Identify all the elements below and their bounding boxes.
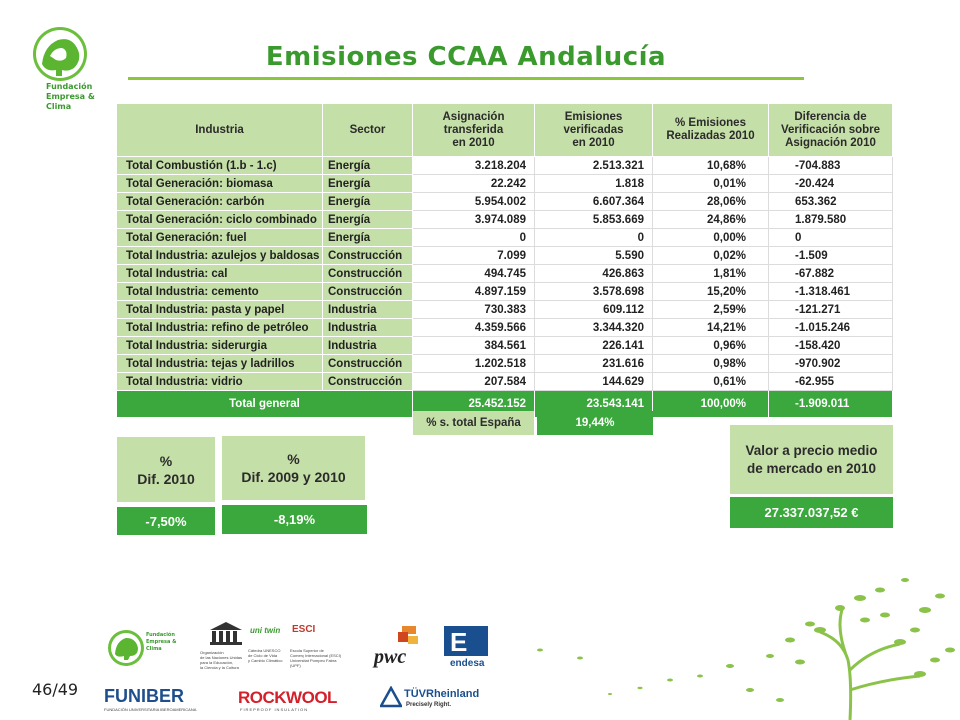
header-asignacion	[413, 104, 535, 157]
spain-share-value: 19,44%	[537, 411, 653, 435]
table-row	[117, 337, 893, 355]
cell-asignacion: 22.242	[413, 175, 535, 193]
logo-line-1: Fundación	[46, 82, 93, 91]
header-porcentaje-line2: Realizadas 2010	[666, 130, 755, 142]
cell-industria: Total Generación: fuel	[117, 229, 323, 247]
cell-sector: Energía	[323, 157, 413, 175]
page-title: Emisiones CCAA Andalucía	[265, 42, 667, 72]
total-diferencia: -1.909.011	[769, 391, 893, 418]
unitwin-caption-line3: y Cambio Climático	[248, 658, 283, 663]
cell-porcentaje: 0,61%	[653, 373, 769, 391]
cell-asignacion: 207.584	[413, 373, 535, 391]
market-value-line2: de mercado en 2010	[746, 460, 877, 476]
cell-diferencia: 0	[769, 229, 893, 247]
cell-sector: Industria	[323, 301, 413, 319]
cell-industria: Total Industria: refino de petróleo	[117, 319, 323, 337]
cell-industria: Total Industria: pasta y papel	[117, 301, 323, 319]
cell-porcentaje: 1,81%	[653, 265, 769, 283]
cell-asignacion: 4.897.159	[413, 283, 535, 301]
logo-line-2: Empresa &	[46, 92, 95, 101]
table-header-row	[117, 104, 893, 157]
dif-2010-value: -7,50%	[117, 507, 215, 535]
header-porcentaje-line1: % Emisiones	[675, 117, 746, 129]
unesco-caption	[200, 650, 252, 670]
cell-asignacion: 7.099	[413, 247, 535, 265]
header-emisiones-line2: verificadas	[563, 123, 624, 136]
table-row	[117, 319, 893, 337]
unitwin-caption-line2: de Ciclo de Vida	[248, 653, 278, 658]
pwc-blocks-icon	[396, 626, 420, 648]
cell-industria: Total Industria: tejas y ladrillos	[117, 355, 323, 373]
total-porcentaje: 100,00%	[653, 391, 769, 418]
cell-asignacion: 4.359.566	[413, 319, 535, 337]
header-asignacion-line2: transferida	[443, 123, 504, 136]
cell-diferencia: -1.318.461	[769, 283, 893, 301]
esci-caption	[290, 648, 346, 668]
endesa-logo-icon	[444, 626, 488, 660]
table-row	[117, 247, 893, 265]
tree-logo-icon	[106, 628, 146, 668]
cell-diferencia: -20.424	[769, 175, 893, 193]
table-row	[117, 373, 893, 391]
cell-sector: Construcción	[323, 355, 413, 373]
unitwin-caption-line1: Cátedra UNESCO	[248, 648, 281, 653]
cell-emisiones: 6.607.364	[535, 193, 653, 211]
cell-sector: Energía	[323, 193, 413, 211]
cell-industria: Total Generación: carbón	[117, 193, 323, 211]
tuv-triangle-icon	[380, 686, 402, 708]
table-row	[117, 229, 893, 247]
cell-sector: Construcción	[323, 283, 413, 301]
header-sector: Sector	[323, 104, 413, 157]
header-diferencia-line3: Asignación 2010	[785, 136, 876, 149]
esci-caption-line3: Universitat Pompeu Fabra (UPF)	[290, 658, 337, 668]
cell-emisiones: 3.344.320	[535, 319, 653, 337]
header-diferencia-line1: Diferencia de	[794, 110, 867, 123]
header-porcentaje	[653, 104, 769, 157]
fundacion-small-line1: Fundación	[146, 632, 175, 638]
dif-2010-header	[117, 437, 215, 502]
cell-industria: Total Industria: vidrio	[117, 373, 323, 391]
fundacion-small-line2: Empresa &	[146, 639, 177, 645]
unesco-caption-line3: para la Educación,	[200, 660, 234, 665]
decorative-tree-icon	[520, 570, 960, 720]
header-asignacion-line3: en 2010	[452, 136, 495, 149]
cell-asignacion: 384.561	[413, 337, 535, 355]
dif-2009-2010-line1: %	[287, 451, 300, 467]
sponsor-logos	[100, 618, 520, 718]
unesco-caption-line1: Organización	[200, 650, 224, 655]
endesa-label: endesa	[450, 658, 485, 669]
cell-industria: Total Generación: biomasa	[117, 175, 323, 193]
cell-industria: Total Industria: siderurgia	[117, 337, 323, 355]
total-emisiones: 23.543.141	[535, 391, 653, 418]
cell-emisiones: 609.112	[535, 301, 653, 319]
title-underline	[128, 77, 804, 80]
cell-sector: Construcción	[323, 265, 413, 283]
cell-sector: Construcción	[323, 247, 413, 265]
cell-sector: Energía	[323, 175, 413, 193]
cell-asignacion: 0	[413, 229, 535, 247]
cell-emisiones: 5.853.669	[535, 211, 653, 229]
unesco-temple-icon	[206, 620, 246, 646]
header-emisiones-line3: en 2010	[572, 136, 615, 149]
tuv-caption: Precisely Right.	[406, 702, 452, 708]
cell-porcentaje: 15,20%	[653, 283, 769, 301]
cell-porcentaje: 14,21%	[653, 319, 769, 337]
esci-caption-line2: Comerç Internacional (ESCI)	[290, 653, 342, 658]
cell-porcentaje: 28,06%	[653, 193, 769, 211]
fundacion-small-text	[146, 632, 177, 653]
cell-industria: Total Industria: cal	[117, 265, 323, 283]
market-value-line1: Valor a precio medio	[745, 442, 878, 458]
cell-emisiones: 231.616	[535, 355, 653, 373]
rockwool-logo: ROCKWOOL	[238, 688, 337, 707]
cell-diferencia: -158.420	[769, 337, 893, 355]
header-diferencia-line2: Verificación sobre	[780, 123, 881, 136]
dif-2009-2010-line2: Dif. 2009 y 2010	[241, 469, 346, 485]
table-row	[117, 301, 893, 319]
dif-2009-2010-value: -8,19%	[222, 505, 367, 534]
table-row	[117, 211, 893, 229]
cell-asignacion: 730.383	[413, 301, 535, 319]
cell-asignacion: 5.954.002	[413, 193, 535, 211]
cell-sector: Energía	[323, 211, 413, 229]
unitwin-caption	[248, 648, 290, 663]
cell-porcentaje: 24,86%	[653, 211, 769, 229]
dif-2009-2010-header	[222, 436, 365, 500]
market-value-header	[730, 425, 893, 494]
cell-diferencia: 1.879.580	[769, 211, 893, 229]
table-row	[117, 157, 893, 175]
cell-porcentaje: 0,98%	[653, 355, 769, 373]
unesco-caption-line4: la Ciencia y la Cultura	[200, 665, 239, 670]
tuv-logo: TÜVRheinland	[404, 688, 480, 700]
logo-line-3: Clima	[46, 102, 72, 111]
cell-diferencia: -67.882	[769, 265, 893, 283]
cell-emisiones: 2.513.321	[535, 157, 653, 175]
cell-industria: Total Generación: ciclo combinado	[117, 211, 323, 229]
pwc-logo: pwc	[374, 646, 407, 668]
total-asignacion: 25.452.152	[413, 391, 535, 418]
cell-emisiones: 226.141	[535, 337, 653, 355]
header-emisiones-line1: Emisiones	[564, 110, 623, 123]
dif-2010-line1: %	[159, 452, 173, 469]
table-row	[117, 283, 893, 301]
cell-emisiones: 3.578.698	[535, 283, 653, 301]
cell-sector: Construcción	[323, 373, 413, 391]
header-diferencia	[769, 104, 893, 157]
rockwool-caption: FIREPROOF INSULATION	[240, 707, 309, 712]
cell-industria: Total Industria: azulejos y baldosas	[117, 247, 323, 265]
funiber-logo: FUNIBER	[104, 686, 184, 706]
unesco-caption-line2: de las Naciones Unidas	[200, 655, 243, 660]
cell-emisiones: 1.818	[535, 175, 653, 193]
page-number: 46/49	[32, 680, 79, 699]
table-row	[117, 193, 893, 211]
cell-diferencia: -970.902	[769, 355, 893, 373]
header-emisiones	[535, 104, 653, 157]
esci-caption-line1: Escola Superior de	[290, 648, 324, 653]
header-asignacion-line1: Asignación	[442, 110, 505, 123]
cell-emisiones: 426.863	[535, 265, 653, 283]
cell-porcentaje: 0,96%	[653, 337, 769, 355]
cell-sector: Energía	[323, 229, 413, 247]
cell-porcentaje: 10,68%	[653, 157, 769, 175]
cell-diferencia: 653.362	[769, 193, 893, 211]
esci-logo: ESCI	[292, 624, 316, 635]
cell-porcentaje: 2,59%	[653, 301, 769, 319]
cell-porcentaje: 0,01%	[653, 175, 769, 193]
spain-share-label: % s. total España	[413, 411, 534, 435]
dif-2010-line2: Dif. 2010	[137, 470, 195, 487]
table-row	[117, 175, 893, 193]
cell-industria: Total Industria: cemento	[117, 283, 323, 301]
fundacion-small-logo	[106, 628, 146, 668]
cell-diferencia: -1.509	[769, 247, 893, 265]
cell-diferencia: -1.015.246	[769, 319, 893, 337]
cell-porcentaje: 0,00%	[653, 229, 769, 247]
cell-emisiones: 5.590	[535, 247, 653, 265]
cell-emisiones: 144.629	[535, 373, 653, 391]
cell-asignacion: 3.218.204	[413, 157, 535, 175]
header-industria: Industria	[117, 104, 323, 157]
cell-emisiones: 0	[535, 229, 653, 247]
table-row	[117, 355, 893, 373]
cell-diferencia: -121.271	[769, 301, 893, 319]
cell-diferencia: -704.883	[769, 157, 893, 175]
total-label: Total general	[117, 391, 413, 418]
market-value-value: 27.337.037,52 €	[730, 497, 893, 528]
table-row	[117, 265, 893, 283]
svg-text:E: E	[450, 627, 468, 657]
cell-sector: Industria	[323, 319, 413, 337]
cell-asignacion: 1.202.518	[413, 355, 535, 373]
cell-asignacion: 494.745	[413, 265, 535, 283]
unitwin-logo: uni twin	[250, 626, 281, 635]
cell-asignacion: 3.974.089	[413, 211, 535, 229]
cell-porcentaje: 0,02%	[653, 247, 769, 265]
funiber-caption: FUNDACIÓN UNIVERSITARIA IBEROAMERICANA	[104, 707, 197, 712]
cell-sector: Industria	[323, 337, 413, 355]
cell-industria: Total Combustión (1.b - 1.c)	[117, 157, 323, 175]
fundacion-small-line3: Clima	[146, 646, 162, 652]
emissions-table	[116, 103, 893, 418]
cell-diferencia: -62.955	[769, 373, 893, 391]
fundacion-empresa-clima-logo	[28, 26, 120, 126]
